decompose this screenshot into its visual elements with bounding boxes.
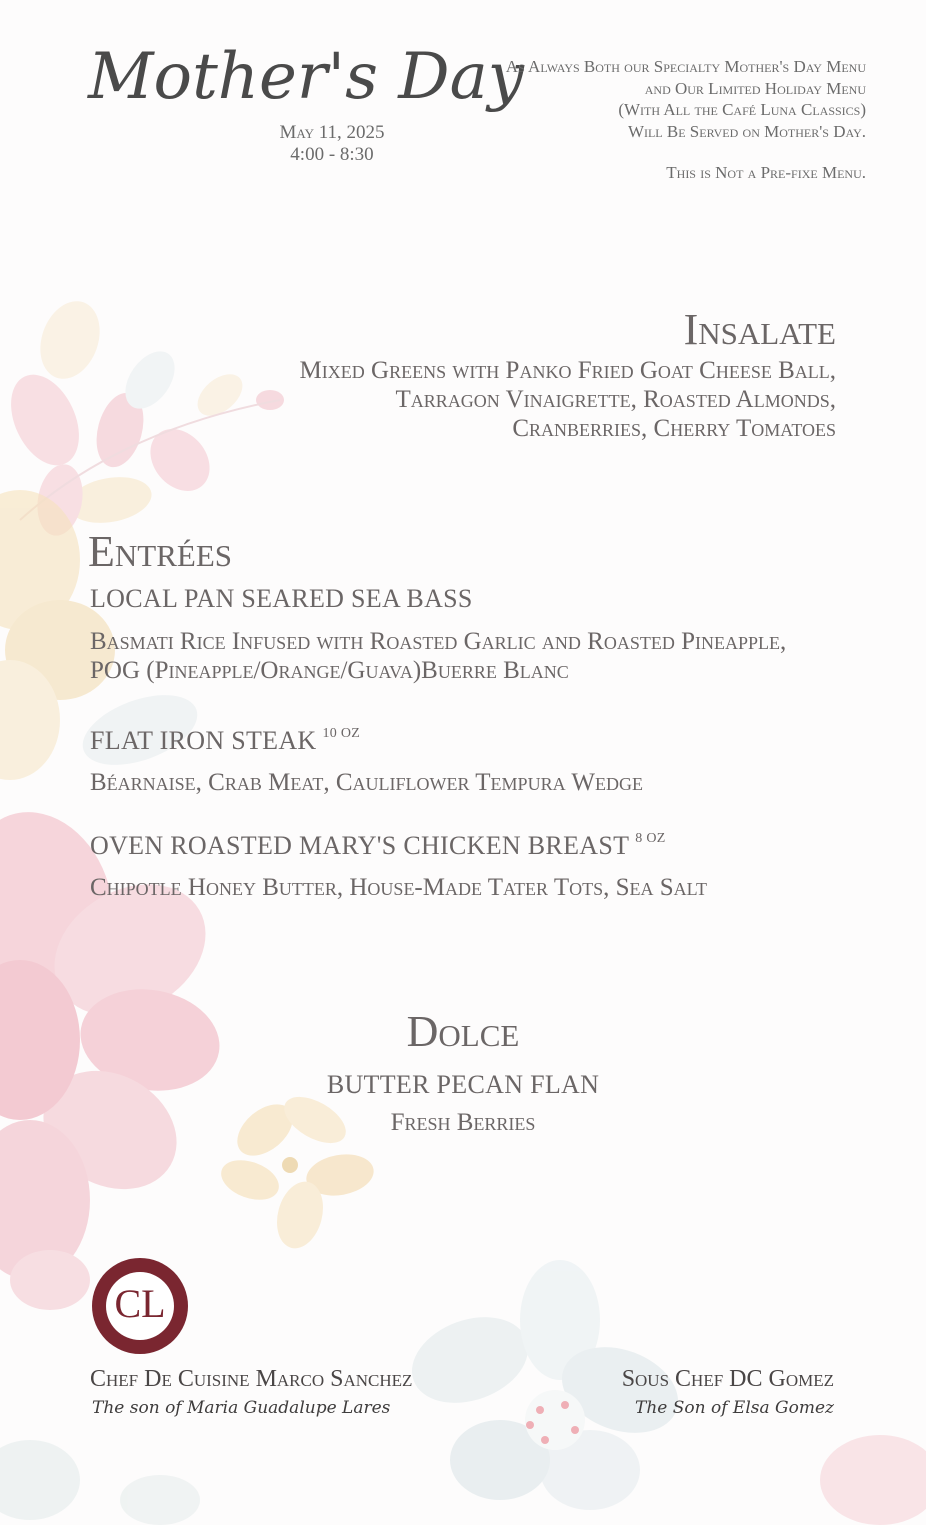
insalate-line: Mixed Greens with Panko Fried Goat Cheese Ball, [299, 357, 836, 384]
dish-name-steak [90, 726, 360, 756]
dish-size: 8 OZ [635, 831, 666, 846]
note-line: As Always Both our Specialty Mother's Day Menu [505, 57, 866, 76]
chef-dedication: The son of Maria Guadalupe Lares [92, 1398, 391, 1418]
dish-desc-line: Chipotle Honey Butter, House-Made Tater Tots, Sea Salt [90, 874, 708, 901]
dish-name-text: FLAT IRON STEAK [90, 726, 317, 755]
dish-desc-steak [90, 768, 643, 797]
dish-size: 10 OZ [322, 726, 361, 741]
dish-name-text: OVEN ROASTED MARY'S CHICKEN BREAST [90, 831, 630, 860]
logo-monogram: CL [114, 1281, 166, 1326]
dolce-heading: Dolce [406, 1007, 520, 1056]
prefix-note: This is Not a Pre-fixe Menu. [666, 163, 866, 182]
dolce-dish-name: BUTTER PECAN FLAN [326, 1070, 600, 1099]
event-date: May 11, 2025 [279, 122, 385, 143]
dish-desc-line: Basmati Rice Infused with Roasted Garlic and Roasted Pineapple, [90, 628, 787, 655]
entrees-heading: Entrées [88, 527, 232, 576]
dish-desc-line: Béarnaise, Crab Meat, Cauliflower Tempura Wedge [90, 769, 643, 796]
dish-desc-chicken [90, 873, 707, 902]
cafe-luna-logo [92, 1258, 188, 1354]
note-line: Will Be Served on Mother's Day. [627, 121, 866, 141]
dish-desc-line: POG (Pineapple/Orange/Guava)Buerre Blanc [90, 657, 569, 684]
dolce-dish-desc: Fresh Berries [390, 1109, 536, 1136]
insalate-line: Cranberries, Cherry Tomatoes [512, 415, 836, 442]
insalate-description [300, 356, 836, 443]
sous-chef: Sous Chef DC Gomez [621, 1366, 834, 1392]
event-time: 4:00 - 8:30 [290, 144, 374, 165]
insalate-heading: Insalate [683, 305, 836, 354]
menu-title: Mother's Day [88, 40, 524, 114]
note-line: and Our Limited Holiday Menu [644, 78, 866, 98]
menu-note [446, 56, 866, 184]
insalate-line: Tarragon Vinaigrette, Roasted Almonds, [395, 386, 836, 413]
event-date-time [270, 122, 394, 166]
note-line: (With All the Café Luna Classics) [618, 100, 866, 119]
chef-de-cuisine: Chef De Cuisine Marco Sanchez [90, 1366, 413, 1392]
dish-name-sea-bass: LOCAL PAN SEARED SEA BASS [90, 584, 473, 613]
dish-desc-sea-bass [90, 627, 786, 685]
sous-chef-dedication: The Son of Elsa Gomez [635, 1398, 834, 1418]
dish-name-chicken [90, 831, 666, 861]
